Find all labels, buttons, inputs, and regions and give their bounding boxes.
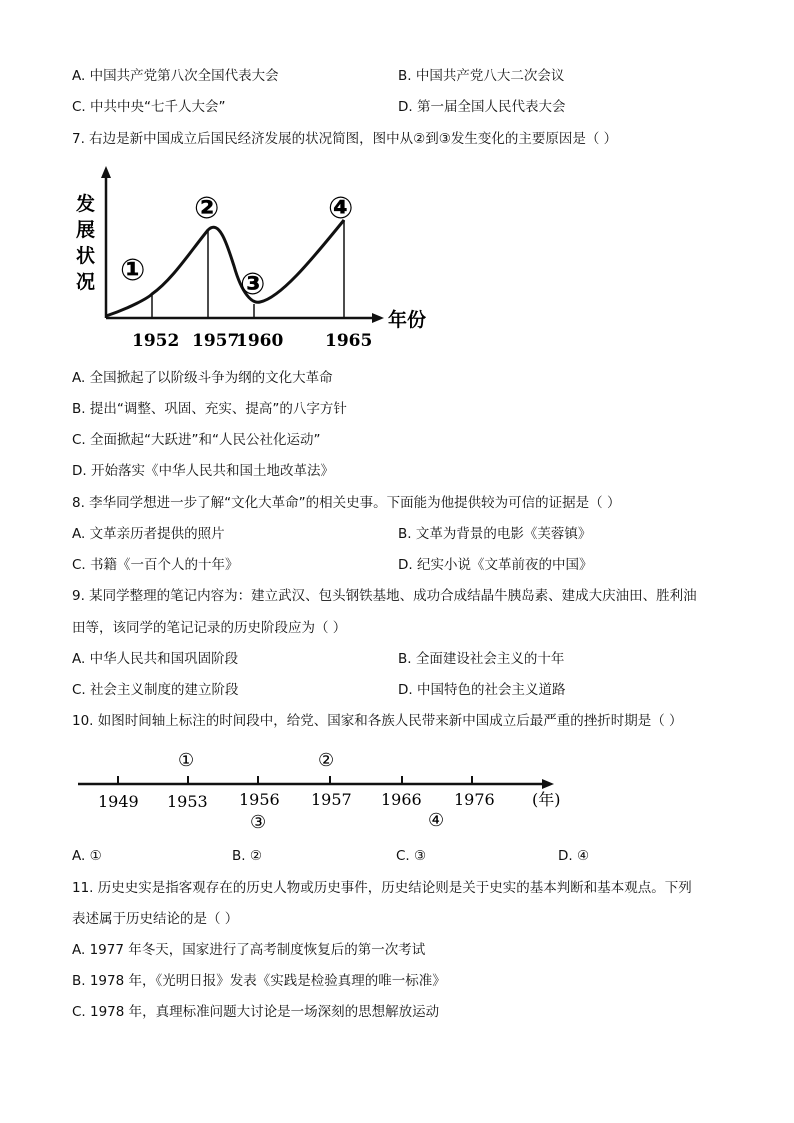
economic-development-chart — [70, 162, 450, 358]
timeline-marker-1: ① — [178, 750, 195, 771]
timeline-unit: (年) — [532, 790, 561, 809]
chart-y-arrow — [101, 166, 111, 178]
chart-x-arrow — [372, 313, 384, 323]
q8-option-d: D. 纪实小说《文革前夜的中国》 — [398, 557, 593, 573]
q11-option-a: A. 1977 年冬天，国家进行了高考制度恢复后的第一次考试 — [72, 942, 426, 958]
q7-stem: 7. 右边是新中国成立后国民经济发展的状况简图，图中从②到③发生变化的主要原因是（ ） — [72, 131, 618, 147]
chart-ylabel-3: 状 — [76, 245, 96, 267]
q9-option-c: C. 社会主义制度的建立阶段 — [72, 682, 239, 698]
q10-option-b: B. ② — [232, 848, 262, 864]
q10-stem: 10. 如图时间轴上标注的时间段中，给党、国家和各族人民带来新中国成立后最严重的挫折时期是（ ） — [72, 713, 683, 729]
timeline-year-1949: 1949 — [98, 792, 139, 811]
q11-option-c: C. 1978 年，真理标准问题大讨论是一场深刻的思想解放运动 — [72, 1004, 440, 1020]
timeline-year-1966: 1966 — [381, 790, 422, 809]
q8-option-a: A. 文革亲历者提供的照片 — [72, 526, 225, 542]
chart-year-1960: 1960 — [236, 331, 284, 351]
q7-option-d: D. 开始落实《中华人民共和国土地改革法》 — [72, 463, 334, 479]
timeline-marker-2: ② — [318, 750, 335, 771]
chart-ylabel-4: 况 — [76, 271, 96, 293]
q8-stem: 8. 李华同学想进一步了解“文化大革命”的相关史事。下面能为他提供较为可信的证据是（ ） — [72, 495, 621, 511]
chart-ylabel-1: 发 — [76, 193, 96, 215]
q11-stem-line1: 11. 历史史实是指客观存在的历史人物或历史事件，历史结论则是关于史实的基本判断和基本观点。下列 — [72, 880, 692, 896]
q9-stem-line2: 田等，该同学的笔记记录的历史阶段应为（ ） — [72, 620, 347, 636]
q7-option-a: A. 全国掀起了以阶级斗争为纲的文化大革命 — [72, 370, 333, 386]
chart-ylabel-2: 展 — [76, 219, 96, 241]
q7-option-c: C. 全面掀起“大跃进”和“人民公社化运动” — [72, 432, 321, 448]
timeline-marker-3: ③ — [250, 812, 267, 833]
q6-option-d: D. 第一届全国人民代表大会 — [398, 99, 566, 115]
chart-year-1965: 1965 — [325, 331, 373, 351]
q9-option-d: D. 中国特色的社会主义道路 — [398, 682, 566, 698]
timeline-year-1976: 1976 — [454, 790, 495, 809]
q6-option-b: B. 中国共产党八大二次会议 — [398, 68, 565, 84]
timeline-year-1956: 1956 — [239, 790, 280, 809]
q11-option-b: B. 1978 年，《光明日报》发表《实践是检验真理的唯一标准》 — [72, 973, 446, 989]
timeline-marker-4: ④ — [428, 810, 445, 831]
chart-xlabel: 年份 — [388, 309, 427, 331]
q10-option-c: C. ③ — [396, 848, 427, 864]
chart-year-1957: 1957 — [192, 331, 240, 351]
q11-stem-line2: 表述属于历史结论的是（ ） — [72, 911, 239, 927]
q10-option-d: D. ④ — [558, 848, 590, 864]
q8-option-c: C. 书籍《一百个人的十年》 — [72, 557, 239, 573]
q9-option-a: A. 中华人民共和国巩固阶段 — [72, 651, 239, 667]
chart-marker-2: ② — [194, 191, 220, 226]
q8-option-b: B. 文革为背景的电影《芙蓉镇》 — [398, 526, 592, 542]
q9-stem-line1: 9. 某同学整理的笔记内容为：建立武汉、包头钢铁基地、成功合成结晶牛胰岛素、建成大庆油田、胜利油 — [72, 588, 697, 604]
timeline-figure — [74, 744, 584, 836]
timeline-arrow — [542, 779, 554, 789]
q9-option-b: B. 全面建设社会主义的十年 — [398, 651, 565, 667]
q6-option-c: C. 中共中央“七千人大会” — [72, 99, 226, 115]
timeline-year-1953: 1953 — [167, 792, 208, 811]
chart-marker-3: ③ — [240, 267, 266, 302]
chart-marker-4: ④ — [328, 191, 354, 226]
q6-option-a: A. 中国共产党第八次全国代表大会 — [72, 68, 279, 84]
q10-option-a: A. ① — [72, 848, 102, 864]
chart-year-1952: 1952 — [132, 331, 180, 351]
chart-marker-1: ① — [120, 253, 146, 288]
timeline-year-1957: 1957 — [311, 790, 352, 809]
q7-option-b: B. 提出“调整、巩固、充实、提高”的八字方针 — [72, 401, 347, 417]
